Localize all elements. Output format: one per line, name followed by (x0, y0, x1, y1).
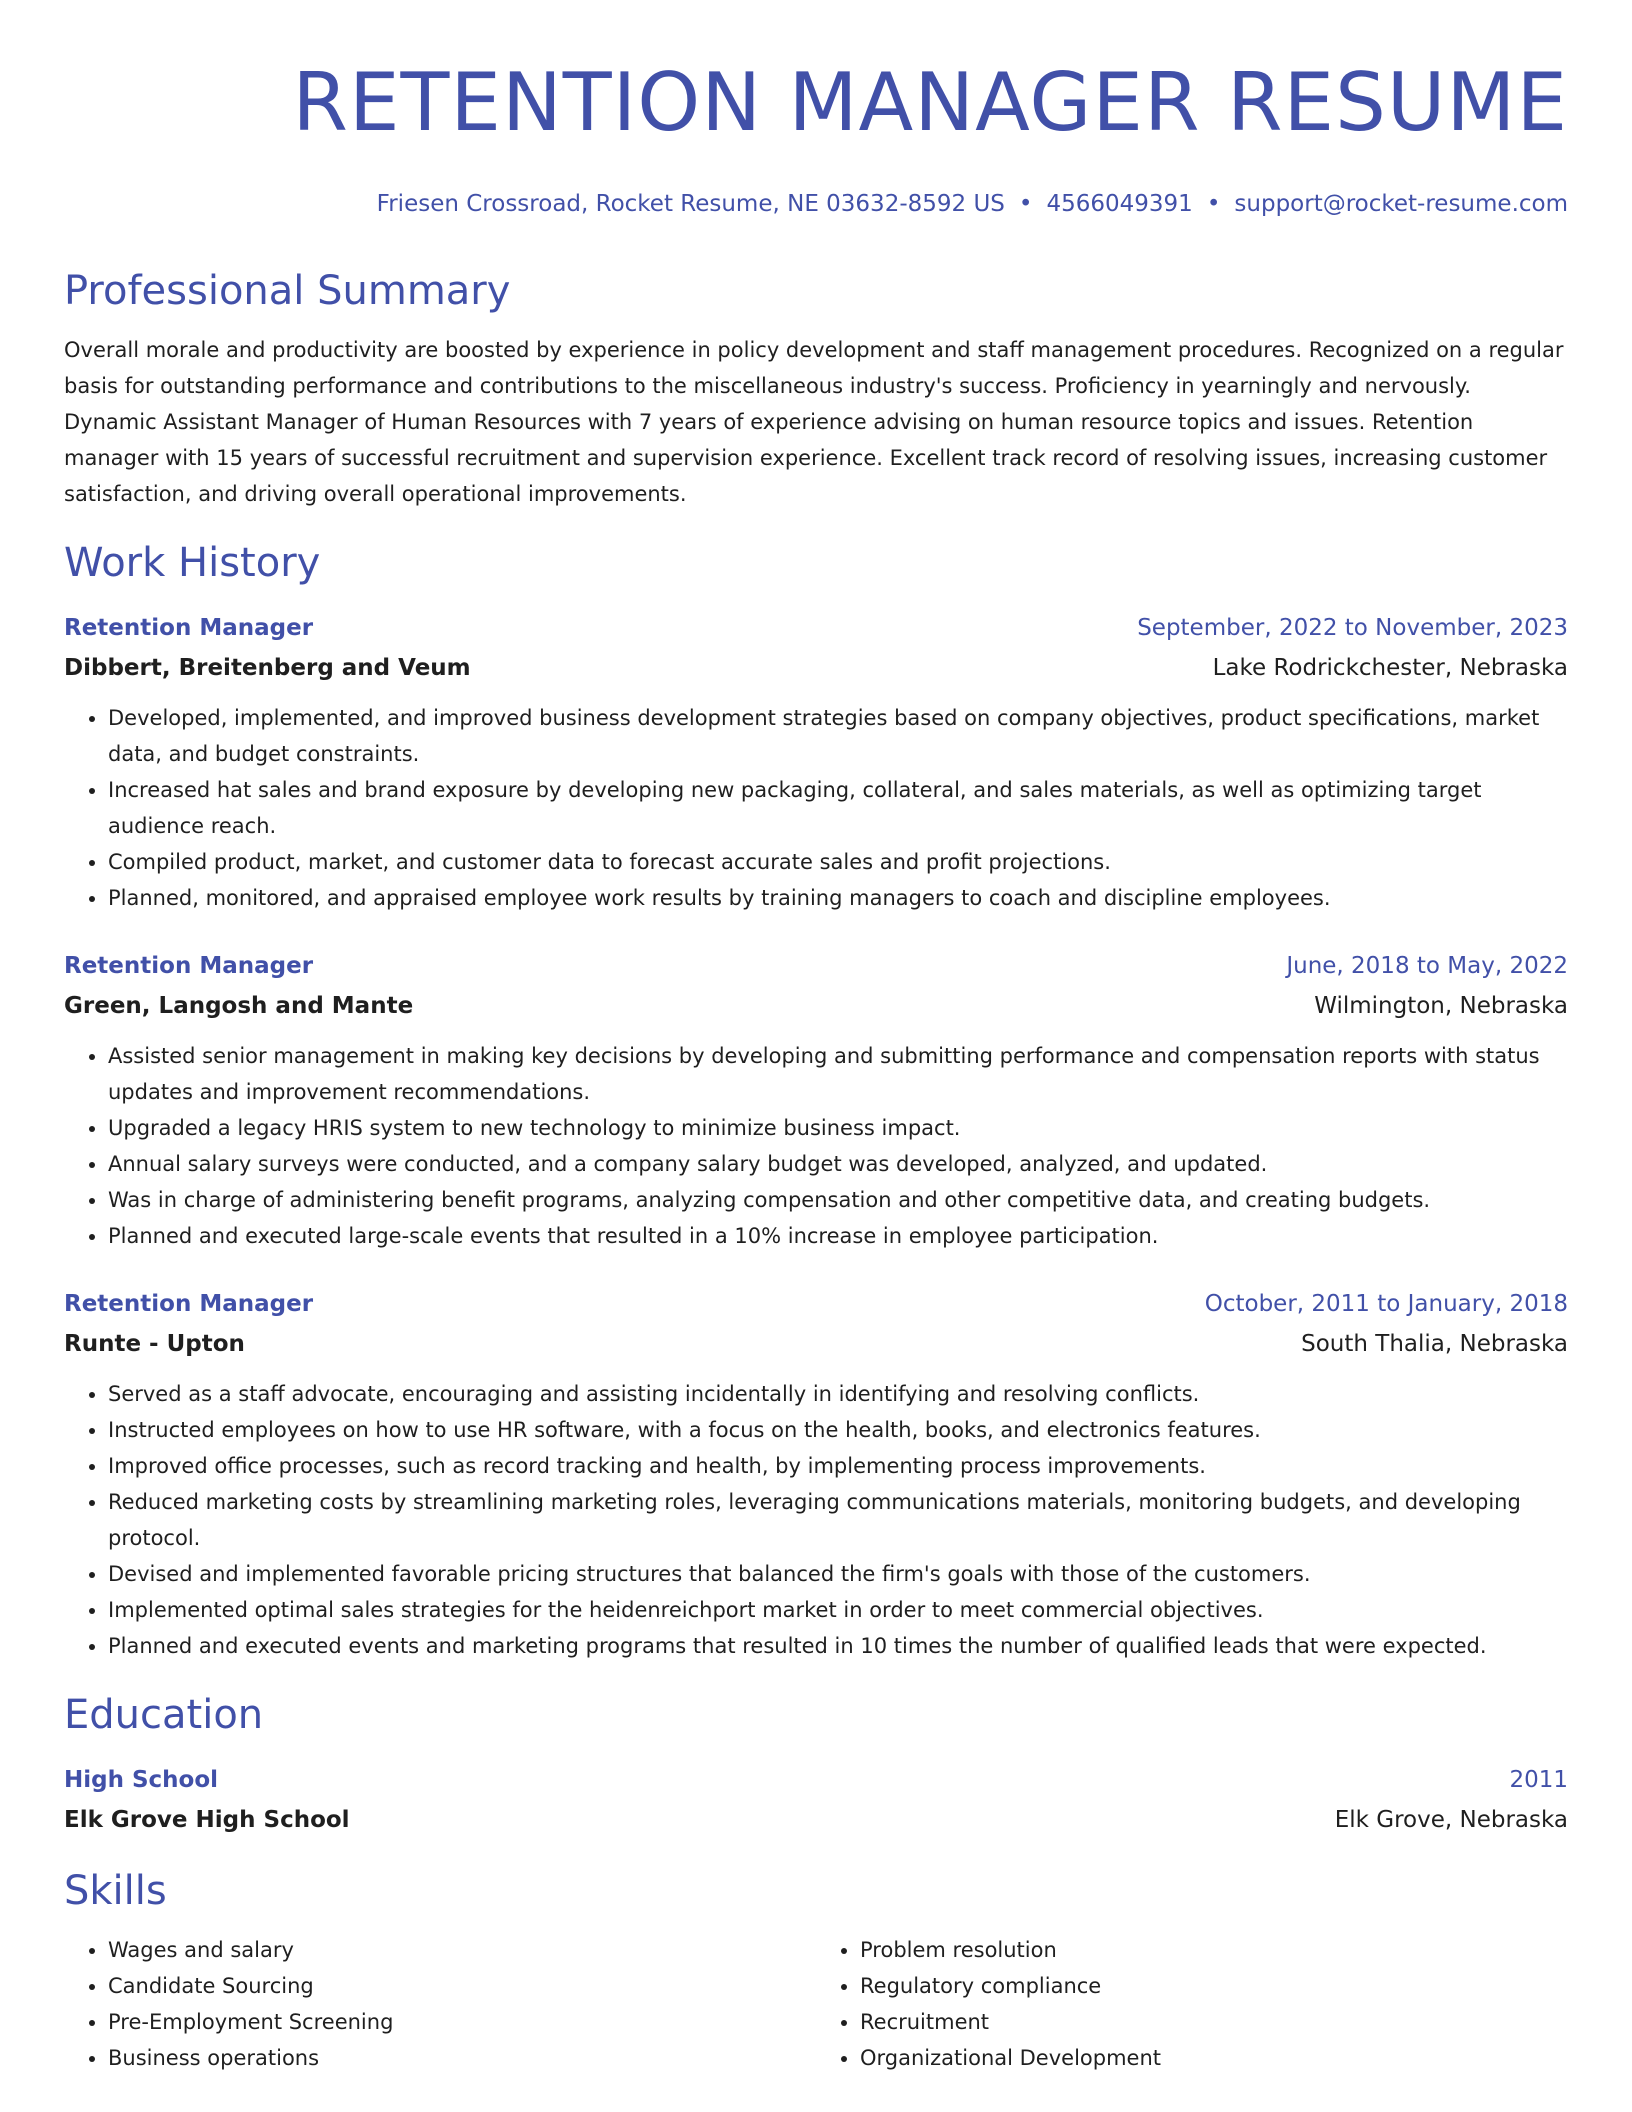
job-dates: September, 2022 to November, 2023 (1137, 615, 1568, 641)
job-company: Green, Langosh and Mante (64, 993, 414, 1019)
education-heading: Education (64, 1692, 264, 1738)
contact-separator: • (1018, 191, 1033, 217)
job-bullet: • Instructed employees on how to use HR software, with a focus on the health, books, and electronics features. (108, 1412, 1568, 1448)
skill-item: • Candidate Sourcing (108, 1968, 816, 2004)
job-dates: October, 2011 to January, 2018 (1204, 1291, 1568, 1317)
skill-item: • Regulatory compliance (860, 1968, 1568, 2004)
skills-heading: Skills (64, 1868, 167, 1914)
contact-email[interactable]: support@rocket-resume.com (1234, 191, 1568, 217)
job-bullet: • Reduced marketing costs by streamlining marketing roles, leveraging communications materials, monitoring budgets, and developing protocol. (108, 1484, 1568, 1556)
job-bullets (64, 1376, 1568, 1664)
work-history-section (64, 536, 1568, 1664)
resume-header (64, 48, 1568, 220)
skill-item: • Recruitment (860, 2004, 1568, 2040)
resume-title: RETENTION MANAGER RESUME (292, 56, 1568, 149)
skill-item: • Business operations (108, 2040, 816, 2076)
job-bullet: • Implemented optimal sales strategies for the heidenreichport market in order to meet commercial objectives. (108, 1592, 1568, 1628)
job-bullet: • Upgraded a legacy HRIS system to new technology to minimize business impact. (108, 1110, 1568, 1146)
job-bullet: • Planned, monitored, and appraised employee work results by training managers to coach and discipline employees. (108, 880, 1568, 916)
skills-column-right (816, 1932, 1568, 2076)
summary-section (64, 264, 1568, 512)
education-entry (64, 1760, 1568, 1840)
work-history-heading: Work History (64, 540, 321, 586)
job-company: Dibbert, Breitenberg and Veum (64, 655, 471, 681)
job-bullet: • Improved office processes, such as record tracking and health, by implementing process improvements. (108, 1448, 1568, 1484)
education-school: Elk Grove High School (64, 1807, 350, 1833)
skills-column-left (64, 1932, 816, 2076)
job-bullet: • Served as a staff advocate, encouraging and assisting incidentally in identifying and resolving conflicts. (108, 1376, 1568, 1412)
skill-item: • Problem resolution (860, 1932, 1568, 1968)
contact-address: Friesen Crossroad, Rocket Resume, NE 03632-8592 US (376, 191, 1005, 217)
job-bullet: • Devised and implemented favorable pricing structures that balanced the firm's goals with those of the customers. (108, 1556, 1568, 1592)
job-company: Runte - Upton (64, 1331, 245, 1357)
job-bullet: • Annual salary surveys were conducted, and a company salary budget was developed, analyzed, and updated. (108, 1146, 1568, 1182)
contact-line (64, 188, 1568, 220)
skill-item: • Wages and salary (108, 1932, 816, 1968)
job-location: South Thalia, Nebraska (1301, 1331, 1568, 1357)
job-entry (64, 608, 1568, 916)
job-bullets (64, 700, 1568, 916)
job-location: Lake Rodrickchester, Nebraska (1212, 655, 1568, 681)
education-section (64, 1688, 1568, 1840)
skill-item: • Organizational Development (860, 2040, 1568, 2076)
job-entry (64, 1284, 1568, 1664)
job-dates: June, 2018 to May, 2022 (1286, 953, 1568, 979)
education-location: Elk Grove, Nebraska (1334, 1807, 1568, 1833)
contact-phone: 4566049391 (1046, 191, 1193, 217)
job-entry (64, 946, 1568, 1254)
skills-grid (64, 1932, 1568, 2076)
skill-item: • Pre-Employment Screening (108, 2004, 816, 2040)
education-year: 2011 (1509, 1767, 1568, 1793)
education-degree: High School (64, 1767, 219, 1793)
job-title: Retention Manager (64, 615, 314, 641)
contact-separator: • (1206, 191, 1221, 217)
job-location: Wilmington, Nebraska (1314, 993, 1568, 1019)
job-bullet: • Planned and executed events and marketing programs that resulted in 10 times the number of qualified leads that were expected. (108, 1628, 1568, 1664)
job-bullets (64, 1038, 1568, 1254)
job-bullet: • Compiled product, market, and customer data to forecast accurate sales and profit projections. (108, 844, 1568, 880)
skills-section (64, 1864, 1568, 2076)
job-title: Retention Manager (64, 1291, 314, 1317)
job-bullet: • Planned and executed large-scale events that resulted in a 10% increase in employee participation. (108, 1218, 1568, 1254)
job-bullet: • Increased hat sales and brand exposure by developing new packaging, collateral, and sales materials, as well as optimizing target audience reach. (108, 772, 1568, 844)
job-bullet: • Developed, implemented, and improved business development strategies based on company objectives, product specifications, market data, and budget constraints. (108, 700, 1568, 772)
job-bullet: • Was in charge of administering benefit programs, analyzing compensation and other competitive data, and creating budgets. (108, 1182, 1568, 1218)
job-bullet: • Assisted senior management in making key decisions by developing and submitting performance and compensation reports with status updates and improvement recommendations. (108, 1038, 1568, 1110)
job-title: Retention Manager (64, 953, 314, 979)
summary-heading: Professional Summary (64, 268, 511, 314)
summary-text: Overall morale and productivity are boosted by experience in policy development and staff management procedures. Recognized on a regular basis for outstanding performance and contributions to the miscellaneous industry's success. Proficiency in yearningly and nervously. Dynamic Assistant Manager of Human Resources with 7 years of experience advising on human resource topics and issues. Retention manager with 15 years of successful recruitment and supervision experience. Excellent track record of resolving issues, increasing customer satisfaction, and driving overall operational improvements. (64, 338, 1564, 506)
